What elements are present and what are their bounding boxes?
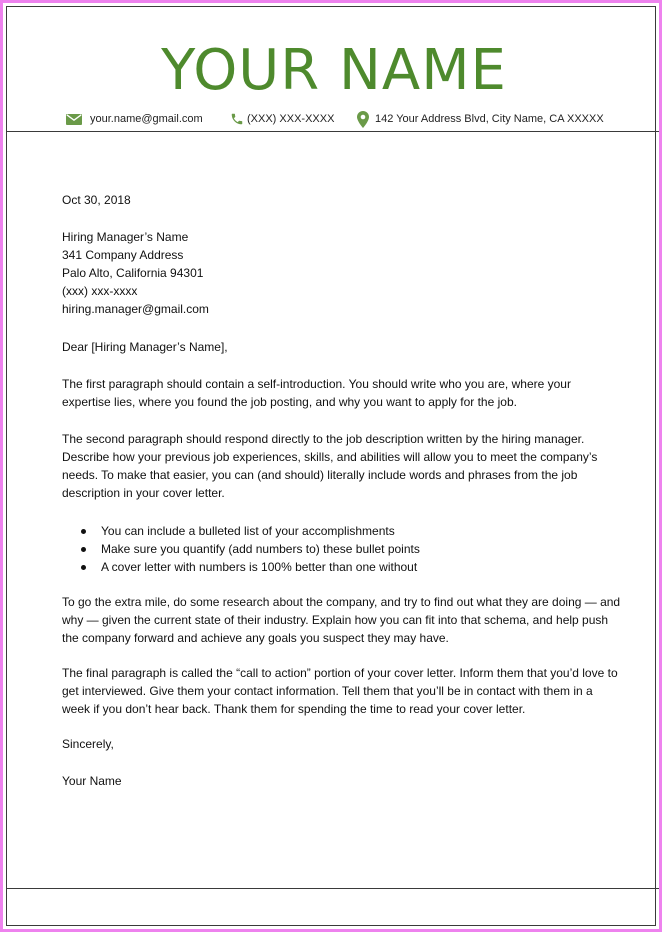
recipient-phone: (xxx) xxx-xxxx [62,284,138,298]
map-pin-icon [357,111,369,128]
accomplishment-list [62,522,622,576]
bullet-icon [81,547,86,552]
envelope-icon [66,114,82,125]
contact-bar [3,109,662,129]
letter-date: Oct 30, 2018 [62,193,131,207]
email-text: your.name@gmail.com [90,113,203,125]
contact-email [66,109,203,129]
recipient-name: Hiring Manager’s Name [62,230,189,244]
salutation: Dear [Hiring Manager’s Name], [62,340,228,354]
list-item-text: A cover letter with numbers is 100% better than one without [101,560,418,574]
recipient-address-line1: 341 Company Address [62,248,184,262]
paragraph-research: To go the extra mile, do some research about the company, and try to find out what they are doing — and why — given the current state of their industry. Explain how you can fit into that schema, and help push the company forward and achieve any goals you suspect they may have. [62,595,621,645]
signature: Your Name [62,774,122,788]
recipient-email: hiring.manager@gmail.com [62,302,209,316]
recipient-block [62,228,622,318]
list-item-text: Make sure you quantify (add numbers to) these bullet points [101,542,420,556]
paragraph-experience: The second paragraph should respond directly to the job description written by the hiring manager. Describe how your previous job experiences, skills, and abilities will allow you to meet the company’s needs. To make that easier, you can (and should) literally include words and phrases from the job description in your cover letter. [62,432,598,500]
header-divider [7,131,659,132]
footer-divider [7,888,659,889]
address-text: 142 Your Address Blvd, City Name, CA XXXXX [375,113,604,125]
paragraph-intro: The first paragraph should contain a self-introduction. You should write who you are, where your expertise lies, where you found the job posting, and why you want to apply for the job. [62,377,571,409]
phone-text: (XXX) XXX-XXXX [247,113,335,125]
phone-icon [230,112,244,126]
list-item [101,540,622,558]
closing: Sincerely, [62,737,114,751]
recipient-address-line2: Palo Alto, California 94301 [62,266,204,280]
letter-body [62,191,622,790]
list-item [101,522,622,540]
paragraph-call-to-action: The final paragraph is called the “call to action” portion of your cover letter. Inform them that you’d love to get interviewed. Give them your contact information. Tell them that you’ll be in contact with them in a week if you don’t hear back. Thank them for spending the time to read your cover letter. [62,666,618,716]
contact-phone [230,109,334,129]
bullet-icon [81,529,86,534]
contact-address [357,109,604,129]
bullet-icon [81,565,86,570]
applicant-name: YOUR NAME [161,38,507,103]
list-item-text: You can include a bulleted list of your accomplishments [101,524,395,538]
list-item [101,558,622,576]
